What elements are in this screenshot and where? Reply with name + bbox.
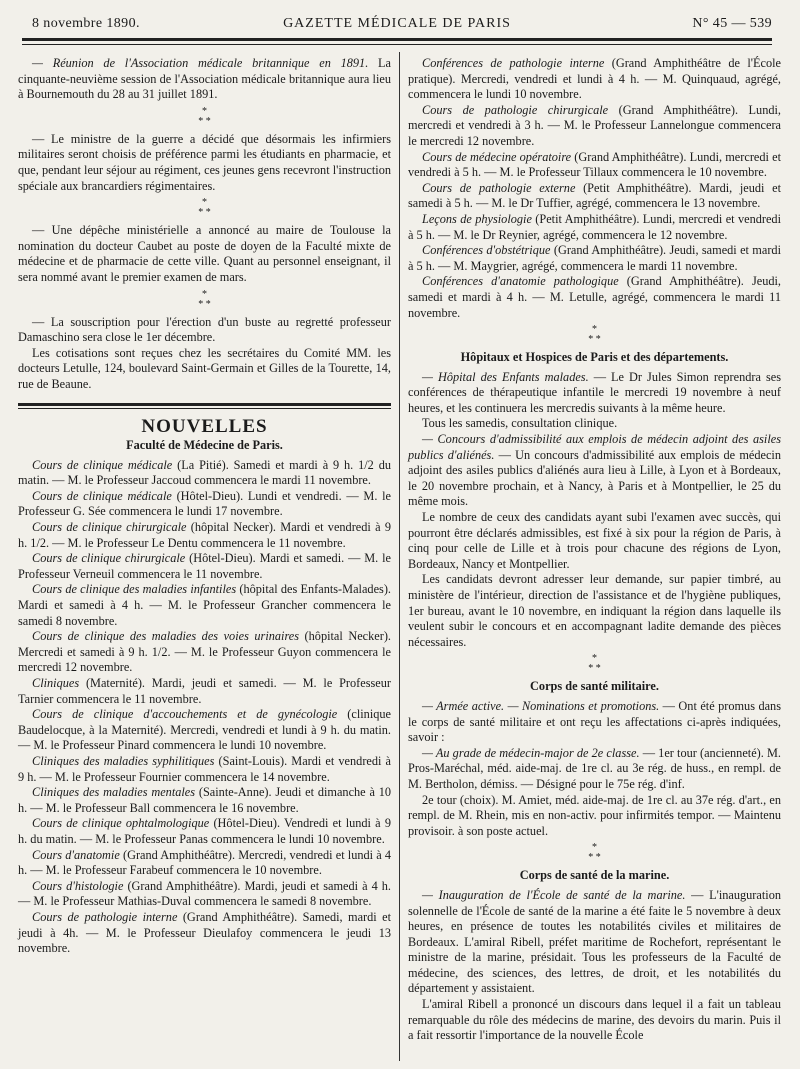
navy-item: L'amiral Ribell a prononcé un discours dans lequel il a fait un tableau remarquable du rôle des médecins de marine, des devoirs du marin. Puis il a fait ressortir l'importance de la nouvelle École (408, 997, 781, 1043)
news-item-cotisations: Les cotisations sont reçues chez les secrétaires du Comité MM. les docteurs Letulle, 124, boulevard Saint-Germain et Gilles de la Tourette, 14, rue de Beaune. (18, 345, 391, 391)
course-item: Cours d'anatomie (Grand Amphithéâtre). Mercredi, vendredi et lundi à 4 h. — M. le Professeur Farabeuf commencera le 10 novembre. (18, 847, 392, 878)
course-item: Cliniques (Maternité). Mardi, jeudi et samedi. — M. le Professeur Tarnier commencera le 11 novembre. (18, 676, 391, 706)
course-item: Cours de clinique des maladies infantiles (hôpital des Enfants-Malades). Mardi et samedi à 4 h. — M. le Professeur Grancher commencera le samedi 8 novembre. (18, 582, 391, 628)
issue-date: 8 novembre 1890. (32, 16, 140, 31)
hospitals-heading: Hôpitaux et Hospices de Paris et des départements. (460, 350, 729, 365)
separator-asterism: * * * (198, 105, 211, 127)
military-item: 2e tour (choix). M. Amiet, méd. aide-maj. de 1re cl. au 37e rég. d'art., en rempl. de M. Rhein, mis en non-activ. pour infirmités tempor. — Maintenu provisoir. à son poste actuel. (408, 792, 781, 838)
course-item: Cours de clinique médicale (La Pitié). Samedi et mardi à 9 h. 1/2 du matin. — M. le Professeur Jaccoud commencera le mardi 11 novembre. (18, 457, 391, 488)
navy-heading: Corps de santé de la marine. (519, 868, 670, 883)
course-item: Cours de clinique chirurgicale (Hôtel-Dieu). Mardi et samedi. — M. le Professeur Verneuil commencera le 11 novembre. (18, 551, 392, 581)
hospital-item: — Concours d'admissibilité aux emplois de médecin adjoint des asiles publics d'aliénés. — Un concours d'admissibilité aux emplois de médecin adjoint des asiles publics d'aliénés aura lieu à Lille, à Lyon et à Bordeaux, le 20 novembre prochain, et à Nancy, à Paris et à Montpellier, le 25 du même mois. (408, 432, 781, 509)
conference-item: Conférences d'obstétrique (Grand Amphithéâtre). Jeudi, samedi et mardi à 5 h. — M. Maygrier, agrégé, commencera le mardi 11 novembre. (408, 243, 781, 273)
conference-item: Cours de pathologie externe (Petit Amphithéâtre). Mardi, jeudi et samedi à 5 h. — M. le Dr Tuffier, agrégé, commencera le 13 novembre. (408, 180, 782, 211)
hospital-item: — Hôpital des Enfants malades. — Le Dr Jules Simon reprendra ses conférences de thérapeutique infantile le mercredi 19 novembre à neuf heures, et les continuera les mercredis suivants à la même heure. (408, 369, 781, 415)
news-item-infirmiers: — Le ministre de la guerre a décidé que désormais les infirmiers militaires seront choisis de préférence parmi les étudiants en pharmacie, et que, pendant leur séjour au régiment, ces jeunes gens recevront l'instruction spéciale aux brancardiers régimentaires. (18, 131, 391, 193)
conference-item: Conférences de pathologie interne (Grand Amphithéâtre de l'École pratique). Mercredi, vendredi et lundi à 4 h. — M. Quinquaud, agrégé, commencera le lundi 10 novembre. (408, 56, 781, 102)
course-item: Cours de clinique ophtalmologique (Hôtel-Dieu). Vendredi et lundi à 9 h. du matin. — M. le Professeur Panas commencera le lundi 10 novembre. (18, 816, 391, 846)
hospital-item: Les candidats devront adresser leur demande, sur papier timbré, au ministère de l'intérieur, direction de l'assistance et de l'hygiène publiques, 1er bureau, avant le 10 novembre, en indiquant la région dans laquelle ils veulent subir le concours et en accompagnant ladite demande des pièces nécessaires. (408, 572, 781, 649)
separator-asterism: * * * (198, 197, 211, 219)
hospital-item: Le nombre de ceux des candidats ayant subi l'examen avec succès, qui pourront être déclarés admissibles, est fixé à six pour la région de Paris, à cinq pour celle de Lille et à trois pour chacune des régions de Lyon, Bordeaux, Nancy et Montpellier. (408, 510, 781, 571)
section-title: NOUVELLES (141, 415, 268, 437)
course-item: Cours de clinique chirurgicale (hôpital Necker). Mardi et vendredi à 9 h. 1/2. — M. le Professeur Le Dentu commencera le 11 novembre. (18, 520, 391, 550)
column-divider (399, 52, 400, 1061)
page-header (22, 12, 772, 34)
course-item: Cours de clinique médicale (Hôtel-Dieu). Lundi et vendredi. — M. le Professeur G. Sée commencera le lundi 17 novembre. (18, 488, 391, 519)
course-item: Cours d'histologie (Grand Amphithéâtre). Mardi, jeudi et samedi à 4 h. — M. le Professeur Mathias-Duval commencera le samedi 8 novembre. (18, 878, 391, 909)
news-item-damaschino: — La souscription pour l'érection d'un buste au regretté professeur Damaschino sera close le 1er décembre. (18, 314, 391, 345)
hospital-item: Tous les samedis, consultation clinique. (422, 416, 618, 431)
navy-item: — Inauguration de l'École de santé de la marine. — L'inauguration solennelle de l'École de santé de la marine a été faite le 5 novembre à deux heures, en présence de toutes les notabilités civiles et militaires de Bordeaux. L'amiral Ribell, préfet maritime de Rochefort, représentant le ministre de la marine, présidait. Tous les professeurs de la Faculté de médecine, des sciences, des lettres, de droit, et les notabilités du département y assistaient. (408, 887, 781, 996)
military-item: — Armée active. — Nominations et promotions. — Ont été promus dans le corps de santé militaire et ont reçu les affectations ci-après indiquées, savoir : (408, 698, 781, 745)
news-item-toulouse: — Une dépêche ministérielle a annoncé au maire de Toulouse la nomination du docteur Caubet au poste de doyen de la Faculté mixte de médecine et de pharmacie de cette ville. Quant au personnel enseignant, il sera nommé avant le premier examen de mars. (18, 223, 391, 284)
course-item: Cliniques des maladies syphilitiques (Saint-Louis). Mardi et vendredi à 9 h. — M. le Professeur Fournier commencera le 14 novembre. (18, 753, 391, 784)
left-column (18, 56, 391, 957)
section-rule-thin (18, 408, 391, 409)
conference-item: Leçons de physiologie (Petit Amphithéâtre). Lundi, mercredi et vendredi à 5 h. — M. le Dr Reynier, agrégé, commencera le 12 novembre. (408, 211, 781, 242)
header-rule (22, 38, 772, 41)
news-item-association: — Réunion de l'Association médicale britannique en 1891. La cinquante-neuvième session de l'Association médicale britannique aura lieu à Bournemouth du 28 au 31 juillet 1891. (18, 56, 392, 102)
separator-asterism: * * * (588, 324, 601, 346)
page-number: N° 45 — 539 (692, 16, 772, 31)
military-heading: Corps de santé militaire. (530, 679, 659, 694)
separator-asterism: * * * (588, 842, 601, 864)
course-item: Cours de pathologie interne (Grand Amphithéâtre). Samedi, mardi et jeudi à 4h. — M. le Professeur Dieulafoy commencera le jeudi 13 novembre. (18, 909, 392, 956)
military-item: — Au grade de médecin-major de 2e classe. — 1er tour (ancienneté). M. Pros-Maréchal, méd. aide-maj. de 1re cl. au 3e rég. de huss., en rempl. de M. Bertholon, démiss. — Désigné pour le 75e rég. d'inf. (408, 745, 781, 791)
course-item: Cours de clinique des maladies des voies urinaires (hôpital Necker). Mercredi et samedi à 9 h. 1/2. — M. le Professeur Guyon commencera le mercredi 12 novembre. (18, 629, 391, 675)
separator-asterism: * * * (198, 288, 211, 310)
conference-item: Conférences d'anatomie pathologique (Grand Amphithéâtre). Jeudi, samedi et mardi à 4 h. — M. Letulle, agrégé, commencera le mardi 11 novembre. (408, 274, 781, 320)
faculty-heading: Faculté de Médecine de Paris. (126, 438, 283, 453)
journal-title: GAZETTE MÉDICALE DE PARIS (283, 16, 511, 31)
conference-item: Cours de pathologie chirurgicale (Grand Amphithéâtre). Lundi, mercredi et vendredi à 3 h. — M. le Professeur Lannelongue commencera le mercredi 12 novembre. (408, 102, 781, 148)
right-column (408, 56, 781, 1044)
conference-item: Cours de médecine opératoire (Grand Amphithéâtre). Lundi, mercredi et vendredi à 5 h. — M. le Professeur Tillaux commencera le 10 novembre. (408, 149, 781, 180)
course-item: Cliniques des maladies mentales (Sainte-Anne). Jeudi et dimanche à 10 h. — M. le Professeur Ball commencera le 16 novembre. (18, 785, 391, 815)
section-rule (18, 403, 391, 406)
separator-asterism: * * * (588, 653, 601, 675)
header-rule-thin (22, 44, 772, 45)
course-item: Cours de clinique d'accouchements et de gynécologie (clinique Baudelocque, à la Maternité). Mercredi, vendredi et lundi à 9 h. du matin. — M. le Professeur Pinard commencera le lundi 10 novembre. (18, 707, 392, 753)
